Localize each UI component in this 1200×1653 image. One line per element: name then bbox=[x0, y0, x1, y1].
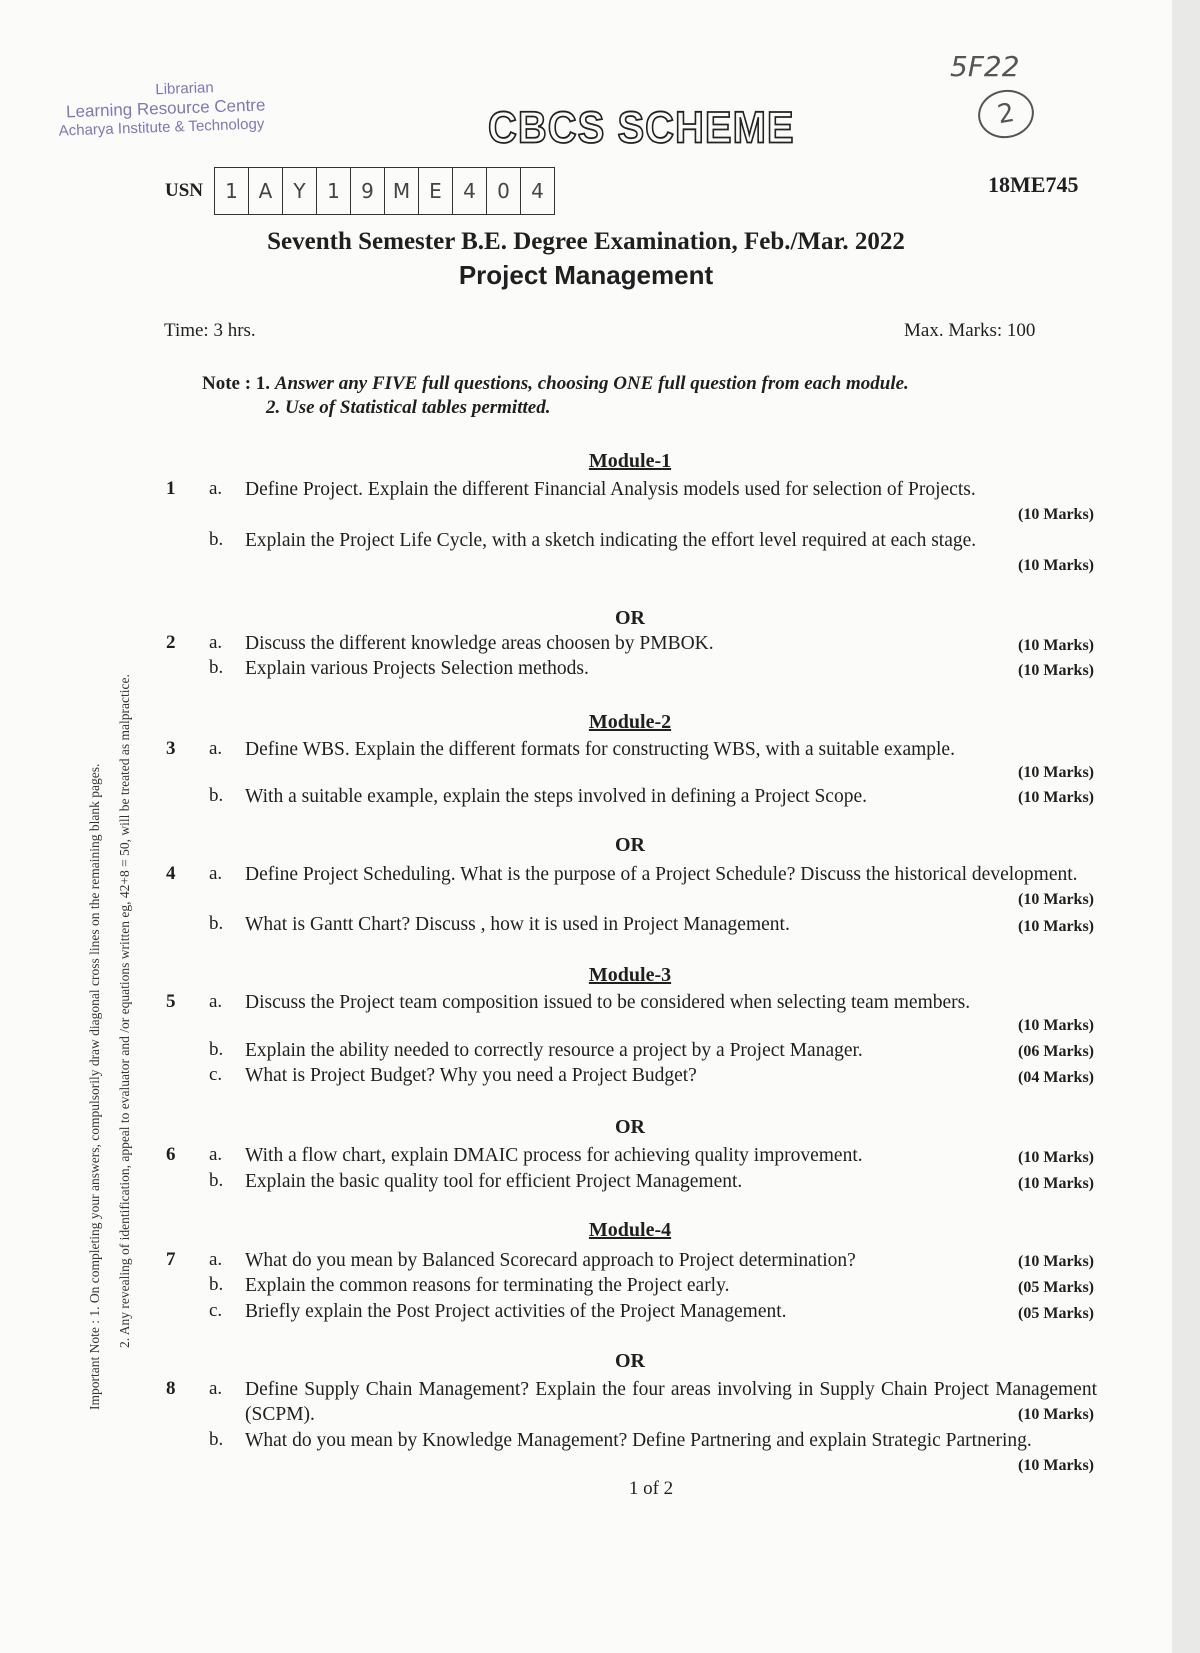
part-letter: b. bbox=[209, 529, 224, 550]
usn-boxes bbox=[214, 167, 555, 215]
question-text: With a flow chart, explain DMAIC process for achieving quality improvement. bbox=[245, 1145, 863, 1166]
part-letter: b. bbox=[209, 1429, 224, 1450]
marks-label: (06 Marks) bbox=[1018, 1043, 1094, 1060]
note-line-1: Answer any FIVE full questions, choosing ONE full question from each module. bbox=[274, 373, 909, 394]
stamp-line: Librarian bbox=[155, 79, 214, 99]
question-text: What do you mean by Knowledge Management? Define Partnering and explain Strategic Partnering. bbox=[245, 1430, 1032, 1451]
question-text: Define WBS. Explain the different formats for constructing WBS, with a suitable example. bbox=[245, 739, 955, 760]
part-letter: b. bbox=[209, 785, 224, 806]
marks-label: (10 Marks) bbox=[1018, 1406, 1094, 1423]
time-allowed: Time: 3 hrs. bbox=[164, 320, 256, 341]
usn-cell: 1 bbox=[317, 168, 351, 214]
question-number: 3 bbox=[166, 738, 176, 759]
question-number: 5 bbox=[166, 991, 176, 1012]
usn-cell: M bbox=[385, 168, 419, 214]
marks-label: (10 Marks) bbox=[1018, 918, 1094, 935]
usn-cell: 4 bbox=[453, 168, 487, 214]
usn-cell: 9 bbox=[351, 168, 385, 214]
scheme-title: CBCS SCHEME bbox=[488, 103, 795, 153]
part-letter: b. bbox=[209, 657, 224, 678]
page-number: 1 of 2 bbox=[628, 1478, 674, 1499]
marks-label: (10 Marks) bbox=[1018, 1457, 1094, 1474]
marks-label: (10 Marks) bbox=[1018, 506, 1094, 523]
marks-label: (05 Marks) bbox=[1018, 1305, 1094, 1322]
part-letter: c. bbox=[209, 1300, 223, 1321]
marks-label: (10 Marks) bbox=[1018, 789, 1094, 806]
question-text: Define Project Scheduling. What is the purpose of a Project Schedule? Discuss the historical development. bbox=[245, 864, 1078, 885]
exam-title: Seventh Semester B.E. Degree Examination, Feb./Mar. 2022 bbox=[267, 228, 905, 255]
handwritten-circled-number: 2 bbox=[974, 86, 1037, 143]
marks-label: (10 Marks) bbox=[1018, 764, 1094, 781]
side-note-line: 2. Any revealing of identification, appeal to evaluator and /or equations written eg, 42+8 = 50, will be treated as malpractice. bbox=[117, 674, 132, 1348]
question-text: Explain various Projects Selection methods. bbox=[245, 658, 589, 679]
or-heading: OR bbox=[615, 1116, 645, 1138]
paper-code: 18ME745 bbox=[988, 172, 1079, 197]
part-letter: b. bbox=[209, 1274, 224, 1295]
question-text: Discuss the different knowledge areas choosen by PMBOK. bbox=[245, 633, 714, 654]
question-text: What is Gantt Chart? Discuss , how it is used in Project Management. bbox=[245, 914, 790, 935]
usn-cell: 4 bbox=[531, 179, 544, 203]
question-text: Explain the Project Life Cycle, with a sketch indicating the effort level required at each stage. bbox=[245, 530, 977, 551]
marks-label: (10 Marks) bbox=[1018, 637, 1094, 654]
instructions-note bbox=[202, 372, 909, 420]
question-number: 1 bbox=[166, 478, 176, 499]
question-text: Explain the basic quality tool for efficient Project Management. bbox=[245, 1171, 743, 1192]
marks-label: (10 Marks) bbox=[1018, 1017, 1094, 1034]
note-prefix: Note : 1. bbox=[202, 373, 271, 394]
handwritten-reference: 5F22 bbox=[950, 50, 1020, 83]
module-heading: Module-4 bbox=[588, 1219, 672, 1241]
marks-label: (10 Marks) bbox=[1018, 1175, 1094, 1192]
part-letter: a. bbox=[209, 1144, 223, 1165]
part-letter: a. bbox=[209, 863, 223, 884]
question-number: 6 bbox=[166, 1144, 176, 1165]
question-text: Explain the ability needed to correctly resource a project by a Project Manager. bbox=[245, 1040, 863, 1061]
part-letter: c. bbox=[209, 1064, 223, 1085]
usn-cell: A bbox=[249, 168, 283, 214]
usn-cell: E bbox=[419, 168, 453, 214]
or-heading: OR bbox=[615, 607, 645, 629]
subject-title: Project Management bbox=[458, 260, 714, 290]
or-heading: OR bbox=[615, 1350, 645, 1372]
usn-cell: 1 bbox=[215, 168, 249, 214]
marks-label: (10 Marks) bbox=[1018, 1253, 1094, 1270]
question-text: Briefly explain the Post Project activities of the Project Management. bbox=[245, 1301, 787, 1322]
part-letter: a. bbox=[209, 632, 223, 653]
question-text: What is Project Budget? Why you need a Project Budget? bbox=[245, 1065, 697, 1086]
module-heading: Module-3 bbox=[588, 964, 672, 986]
marks-label: (10 Marks) bbox=[1018, 891, 1094, 908]
stamp-line: Acharya Institute & Technology bbox=[58, 115, 265, 140]
marks-label: (10 Marks) bbox=[1018, 1149, 1094, 1166]
marks-label: (10 Marks) bbox=[1018, 557, 1094, 574]
question-number: 7 bbox=[166, 1249, 176, 1270]
question-number: 2 bbox=[166, 632, 176, 653]
usn-label: USN bbox=[165, 180, 204, 201]
question-text: Define Project. Explain the different Financial Analysis models used for selection of Projects. bbox=[245, 479, 976, 500]
question-text: Discuss the Project team composition issued to be considered when selecting team members. bbox=[245, 992, 971, 1013]
question-text: Explain the common reasons for terminating the Project early. bbox=[245, 1275, 730, 1296]
part-letter: a. bbox=[209, 1249, 223, 1270]
part-letter: b. bbox=[209, 1039, 224, 1060]
part-letter: b. bbox=[209, 913, 224, 934]
usn-cell: 0 bbox=[487, 168, 521, 214]
or-heading: OR bbox=[615, 834, 645, 856]
part-letter: a. bbox=[209, 738, 223, 759]
usn-cell: Y bbox=[283, 168, 317, 214]
part-letter: a. bbox=[209, 1378, 223, 1399]
side-important-note bbox=[80, 370, 140, 1410]
question-number: 4 bbox=[166, 863, 176, 884]
marks-label: (10 Marks) bbox=[1018, 662, 1094, 679]
library-stamp bbox=[57, 76, 266, 140]
module-heading: Module-2 bbox=[588, 711, 672, 733]
marks-label: (04 Marks) bbox=[1018, 1069, 1094, 1086]
module-heading: Module-1 bbox=[588, 450, 672, 472]
side-note-line: Important Note : 1. On completing your answers, compulsorily draw diagonal cross lines on the remaining blank pages. bbox=[87, 763, 102, 1410]
max-marks: Max. Marks: 100 bbox=[904, 320, 1036, 341]
stamp-line: Learning Resource Centre bbox=[65, 95, 266, 122]
question-text: What do you mean by Balanced Scorecard approach to Project determination? bbox=[245, 1250, 856, 1271]
note-line-2: 2. Use of Statistical tables permitted. bbox=[266, 397, 551, 418]
question-number: 8 bbox=[166, 1378, 176, 1399]
part-letter: b. bbox=[209, 1170, 224, 1191]
part-letter: a. bbox=[209, 478, 223, 499]
question-text: With a suitable example, explain the steps involved in defining a Project Scope. bbox=[245, 786, 867, 807]
part-letter: a. bbox=[209, 991, 223, 1012]
question-text: Define Supply Chain Management? Explain the four areas involving in Supply Chain Project Management (SCPM). bbox=[245, 1379, 1097, 1425]
marks-label: (05 Marks) bbox=[1018, 1279, 1094, 1296]
